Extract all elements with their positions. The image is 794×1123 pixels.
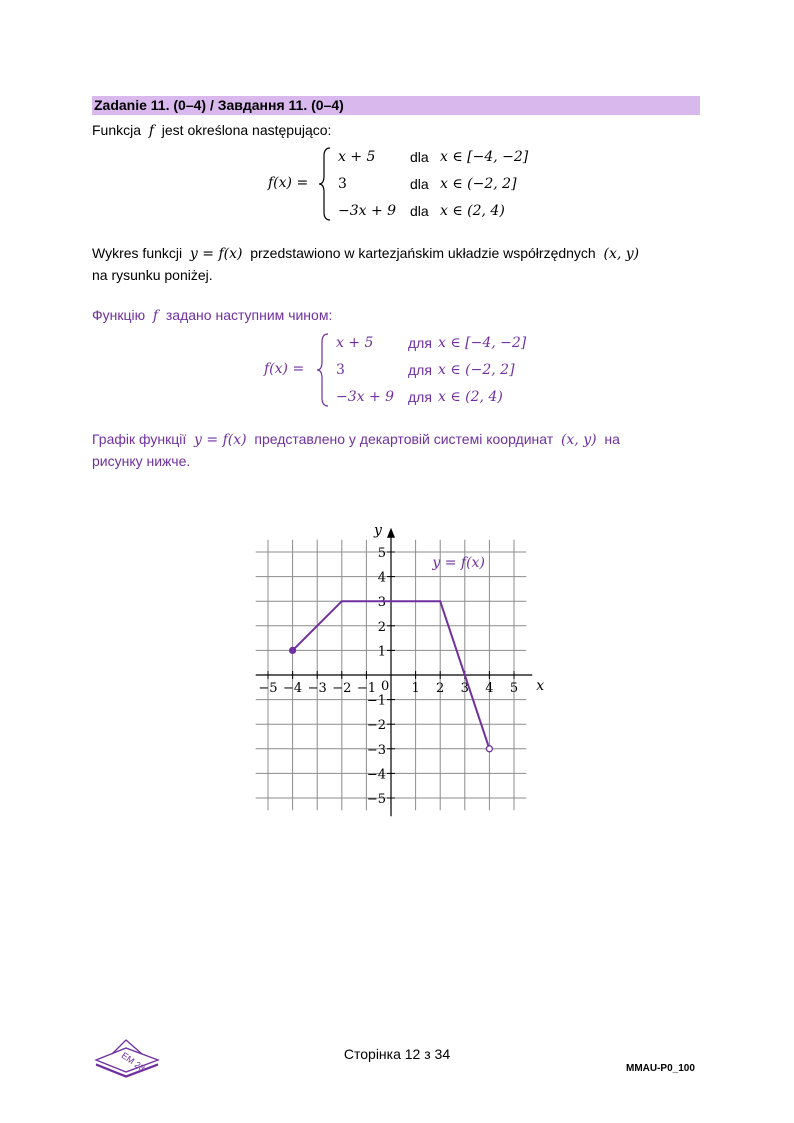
case-cond: x ∈ [−4, −2] bbox=[440, 149, 529, 165]
case-cond: x ∈ (2, 4) bbox=[438, 389, 503, 405]
ukrainian-brace bbox=[316, 332, 330, 408]
y-tick-label: 5 bbox=[377, 546, 386, 561]
case-cond: x ∈ [−4, −2] bbox=[438, 335, 527, 351]
polish-lhs: f(x) = bbox=[268, 175, 309, 191]
ukrainian-intro-text: Функцію bbox=[92, 307, 146, 323]
case-cond: x ∈ (−2, 2] bbox=[440, 176, 517, 192]
ukrainian-graph-text-4: рисунку нижче. bbox=[92, 453, 191, 469]
closed-endpoint bbox=[290, 647, 296, 653]
x-tick-label: −4 bbox=[283, 681, 303, 696]
y-tick-label: −3 bbox=[366, 742, 386, 758]
ukrainian-graph-coords: (x, y) bbox=[560, 432, 597, 448]
function-graph bbox=[240, 512, 550, 822]
case-word: для bbox=[408, 335, 432, 351]
ukrainian-graph-text-3: на bbox=[604, 431, 620, 447]
polish-intro bbox=[92, 120, 331, 142]
polish-intro-text-2: jest określona następująco: bbox=[161, 122, 332, 138]
case-expr: −3x + 9 bbox=[338, 203, 397, 219]
ukrainian-intro-symbol: f bbox=[152, 308, 159, 324]
ukrainian-graph-text: Графік функції bbox=[92, 431, 187, 447]
y-tick-label: −2 bbox=[366, 718, 386, 734]
x-tick-label: 1 bbox=[411, 681, 420, 696]
polish-cases bbox=[268, 146, 568, 226]
open-endpoint bbox=[486, 746, 492, 752]
y-tick-label: 1 bbox=[377, 644, 386, 660]
polish-graph-text-2: przedstawiono w kartezjańskim układzie współrzędnych bbox=[250, 245, 596, 261]
case-expr: x + 5 bbox=[336, 335, 374, 351]
x-axis-label: x bbox=[536, 678, 545, 694]
case-cond: x ∈ (2, 4) bbox=[440, 203, 505, 219]
case-word: для bbox=[408, 389, 432, 405]
case-expr: −3x + 9 bbox=[336, 389, 395, 405]
x-tick-label: −3 bbox=[307, 681, 327, 696]
case-expr: 3 bbox=[338, 176, 347, 192]
document-code: MMAU-P0_100 bbox=[626, 1063, 695, 1074]
page-number: Сторінка 12 з 34 bbox=[343, 1046, 451, 1062]
x-tick-label: −2 bbox=[332, 681, 352, 696]
case-word: dla bbox=[410, 149, 429, 165]
ukrainian-graph-text-2: представлено у декартовій системі координат bbox=[254, 431, 554, 447]
ukrainian-intro bbox=[92, 305, 332, 327]
ukrainian-intro-text-2: задано наступним чином: bbox=[165, 307, 333, 323]
polish-intro-symbol: f bbox=[148, 123, 154, 139]
polish-graph-desc bbox=[92, 243, 702, 286]
y-tick-label: −4 bbox=[366, 767, 386, 783]
x-tick-label: 5 bbox=[509, 681, 519, 696]
graph-axes bbox=[256, 523, 545, 817]
polish-graph-coords: (x, y) bbox=[603, 246, 640, 262]
polish-graph-text-3: na rysunku poniżej. bbox=[92, 267, 213, 283]
ukrainian-graph-desc bbox=[92, 429, 702, 472]
case-cond: x ∈ (−2, 2] bbox=[438, 362, 515, 378]
ukrainian-graph-formula: y = f(x) bbox=[194, 432, 247, 448]
y-axis-label: y bbox=[374, 522, 382, 539]
y-tick-label: 3 bbox=[377, 595, 386, 611]
polish-brace bbox=[318, 146, 332, 222]
graph-ticks bbox=[258, 546, 518, 807]
case-expr: 3 bbox=[336, 362, 345, 378]
x-tick-label: 2 bbox=[436, 681, 445, 696]
polish-graph-formula: y = f(x) bbox=[189, 246, 243, 262]
y-tick-label: 4 bbox=[377, 570, 386, 586]
origin-label: 0 bbox=[381, 679, 390, 694]
x-tick-label: −1 bbox=[356, 681, 376, 696]
y-tick-label: 2 bbox=[377, 619, 386, 635]
svg-text:EM 23: EM 23 bbox=[119, 1050, 147, 1074]
task-header-bar bbox=[92, 96, 700, 115]
polish-intro-text: Funkcja bbox=[92, 122, 142, 138]
case-word: для bbox=[408, 362, 432, 378]
task-header: Zadanie 11. (0–4) / Завдання 11. (0–4) bbox=[94, 97, 344, 113]
x-tick-label: 4 bbox=[485, 681, 494, 696]
case-word: dla bbox=[410, 203, 429, 219]
case-word: dla bbox=[410, 176, 429, 192]
case-expr: x + 5 bbox=[338, 149, 376, 165]
polish-graph-text: Wykres funkcji bbox=[92, 245, 183, 261]
series-label: y = f(x) bbox=[432, 554, 485, 571]
y-axis-arrow bbox=[387, 528, 395, 538]
x-tick-label: 3 bbox=[460, 681, 469, 696]
ukrainian-lhs: f(x) = bbox=[264, 361, 305, 377]
y-tick-label: −5 bbox=[366, 792, 386, 807]
ukrainian-cases bbox=[264, 332, 564, 412]
y-tick-label: −1 bbox=[366, 693, 386, 709]
x-tick-label: −5 bbox=[258, 681, 278, 696]
